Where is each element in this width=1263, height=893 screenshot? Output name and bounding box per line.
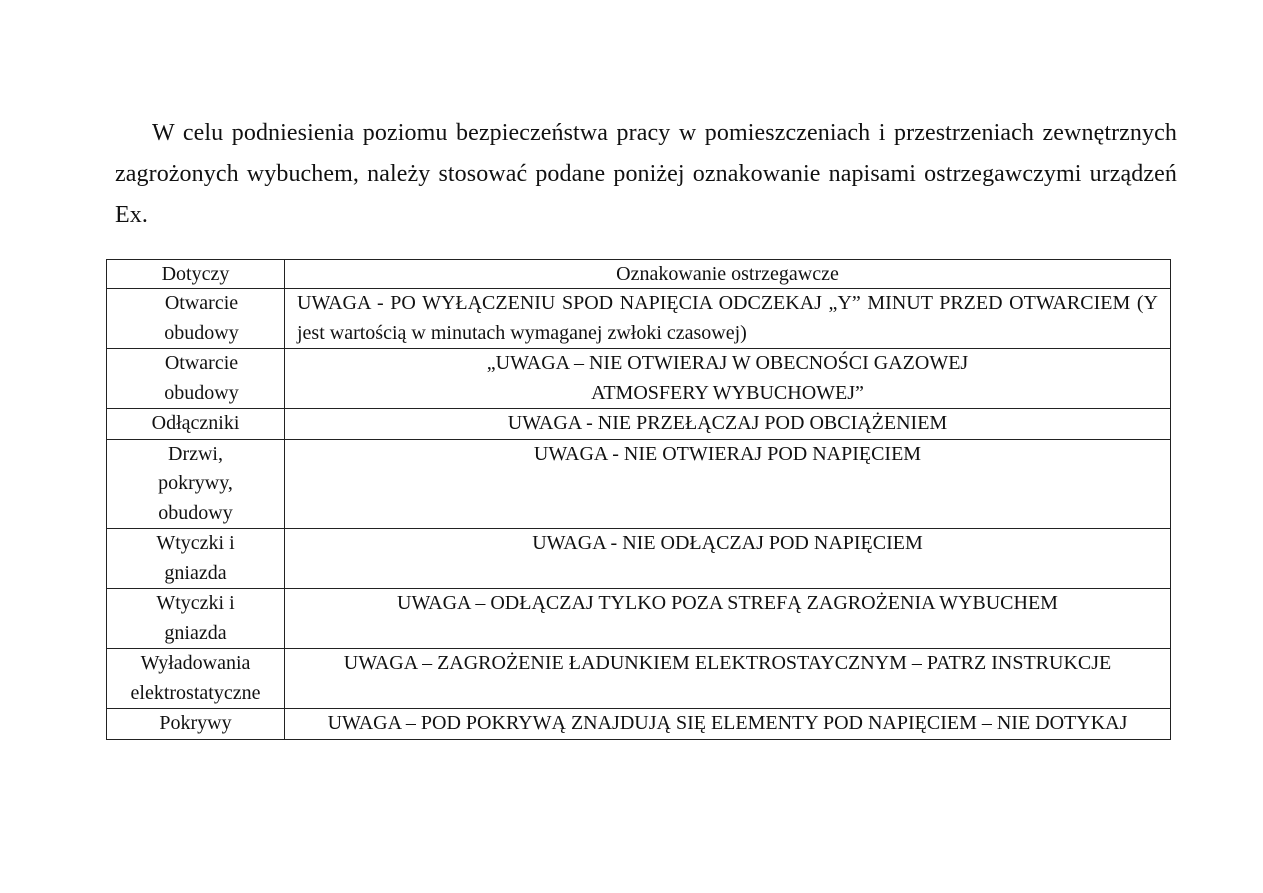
header-warning-marking: Oznakowanie ostrzegawcze — [285, 260, 1171, 289]
row-warning: UWAGA - NIE PRZEŁĄCZAJ POD OBCIĄŻENIEM — [285, 409, 1171, 440]
row-category: Pokrywy — [107, 709, 285, 740]
table-header-row — [107, 260, 1171, 289]
table-row — [107, 709, 1171, 740]
row-warning: UWAGA - NIE OTWIERAJ POD NAPIĘCIEM — [285, 439, 1171, 529]
intro-paragraph: W celu podniesienia poziomu bezpieczeństwa pracy w pomieszczeniach i przestrzeniach zewnętrznych zagrożonych wybuchem, należy stosować podane poniżej oznakowanie napisami ostrzegawczymi urządzeń Ex. — [115, 120, 1177, 228]
table-row — [107, 409, 1171, 440]
table-row — [107, 649, 1171, 709]
row-category: Odłączniki — [107, 409, 285, 440]
row-warning: UWAGA – ODŁĄCZAJ TYLKO POZA STREFĄ ZAGROŻENIA WYBUCHEM — [285, 589, 1171, 649]
row-warning: UWAGA - PO WYŁĄCZENIU SPOD NAPIĘCIA ODCZEKAJ „Y” MINUT PRZED OTWARCIEM (Y jest wartością w minutach wymaganej zwłoki czasowej) — [285, 289, 1171, 349]
row-category: Wyładowania elektrostatyczne — [107, 649, 285, 709]
table-row — [107, 529, 1171, 589]
row-category: Wtyczki i gniazda — [107, 529, 285, 589]
row-warning: UWAGA - NIE ODŁĄCZAJ POD NAPIĘCIEM — [285, 529, 1171, 589]
row-warning: UWAGA – ZAGROŻENIE ŁADUNKIEM ELEKTROSTAYCZNYM – PATRZ INSTRUKCJE — [285, 649, 1171, 709]
header-applies-to: Dotyczy — [107, 260, 285, 289]
table-row — [107, 289, 1171, 349]
warning-labels-table-container — [106, 259, 1170, 740]
table-row — [107, 349, 1171, 409]
table-row — [107, 589, 1171, 649]
row-category: Wtyczki i gniazda — [107, 589, 285, 649]
table-row — [107, 439, 1171, 529]
row-category: Otwarcie obudowy — [107, 289, 285, 349]
row-warning: „UWAGA – NIE OTWIERAJ W OBECNOŚCI GAZOWEJ ATMOSFERY WYBUCHOWEJ” — [285, 349, 1171, 409]
row-category: Drzwi, pokrywy, obudowy — [107, 439, 285, 529]
warning-labels-table — [106, 259, 1171, 740]
row-category: Otwarcie obudowy — [107, 349, 285, 409]
row-warning: UWAGA – POD POKRYWĄ ZNAJDUJĄ SIĘ ELEMENTY POD NAPIĘCIEM – NIE DOTYKAJ — [285, 709, 1171, 740]
